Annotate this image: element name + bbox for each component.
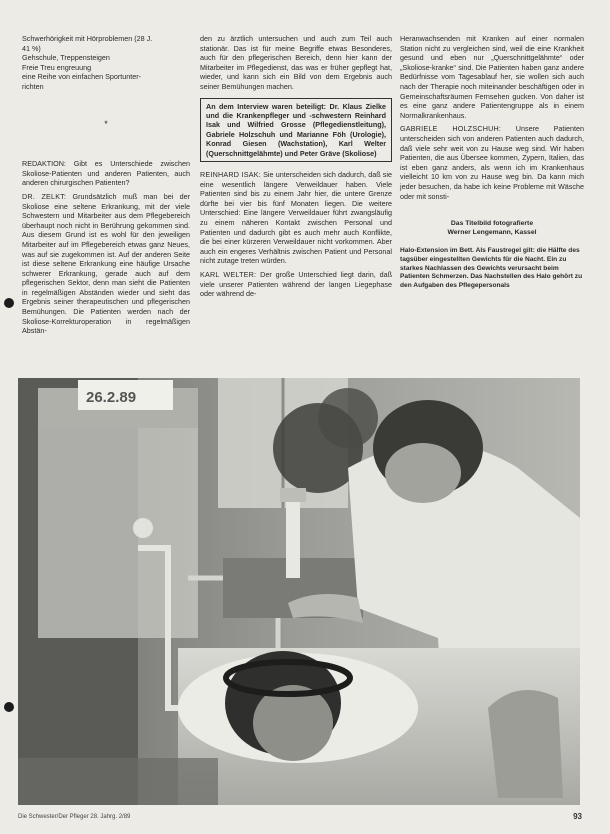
paragraph: Heranwachsenden mit Kranken auf einer normalen Station nicht zu vergleichen sind, weil die eine Krankheit gesund und eben nur „Querschnittgelähmte“ oder „Skoliose-kranke“ sind. Die Patienten haben ganz andere Bedürfnisse vom Tagesablauf her, sie wollen sich auch nach der Therapie noch miteinander beschäftigen oder in Gemeinschaftsräumen Fernsehen gucken. Von daher ist es eine ganz andere Patientengruppe als in einem Normalkrankenhaus. xyxy=(400,34,584,120)
welter-answer xyxy=(200,270,392,299)
credit-line: Das Titelbild fotografierte xyxy=(450,220,534,228)
page-number: 93 xyxy=(573,812,582,821)
text-column-1 xyxy=(22,34,190,340)
answer-text: Unsere Patienten unterscheiden sich von anderen Patienten auch dadurch, daß viele sehr weit von zu Hause weg sind. Wir haben Patienten, die aus Übersee kommen, Zypern, Italien, das ist eben ganz anders, als wenn ich im Krankenhaus vielleicht 10 km von zu Hause weg bin. Da kann mich jeder besuchen, da habe ich keine Probleme mit Wäsche oder mit sonsti- xyxy=(400,124,584,201)
intro-line: Schwerhörigkeit mit Hörproblemen (28 J. xyxy=(22,34,153,43)
photo-illustration xyxy=(18,378,580,805)
section-separator: * xyxy=(104,118,108,129)
isak-answer xyxy=(200,170,392,266)
speaker-name: KARL WELTER: xyxy=(200,269,257,279)
intro-line: Freie Treu engreuung xyxy=(22,62,92,72)
intro-line: Gehschule, Treppensteigen xyxy=(22,53,110,63)
photo-caption: Halo-Extension im Bett. Als Faustregel gilt: die Hälfte des tagsüber eingestellten Gewichts für die Nacht. Ein zu starkes Nachlassen des Gewichts verursacht beim Patienten Schmerzen. Das Nachstellen des Halo gehört zu den Aufgaben des Pflegepersonals xyxy=(400,247,583,290)
paragraph: den zu ärztlich untersuchen und auch zum Teil auch stationär. Das ist für meine Begriffe etwas Besonderes, auch für den pflegerischen Bereich, denn hier kann der Mitarbeiter im Pflegedienst, das was er früher gepflegt hat, wieder, und kann sich ein Bild von dem Ergebnis auch seiner Bemühungen machen. xyxy=(200,34,392,91)
intro-list xyxy=(22,34,190,92)
punch-hole xyxy=(4,298,14,308)
halo-extension-photo xyxy=(18,378,580,805)
text-column-2 xyxy=(200,34,392,303)
speaker-name: REINHARD ISAK: xyxy=(200,170,261,179)
intro-line: 41 %) xyxy=(22,43,41,53)
redaktion-question: REDAKTION: Gibt es Unterschiede zwischen Skoliose-Patienten und anderen Patienten, auch anderen chirurgischen Patienten? xyxy=(22,159,190,188)
footer-issue: Die Schwester/Der Pfleger 28. Jahrg. 2/89 xyxy=(18,814,131,820)
holzschuh-answer xyxy=(400,124,584,201)
zelkt-answer xyxy=(22,192,190,336)
answer-text: Sie unterscheiden sich dadurch, daß sie eine wesentlich längere Verweildauer haben. Viele Patienten sind bis zu einem Jahr hier, die untere Grenze dürfte bei vier bis fünf Monaten liegen. Die weitere Unterschied: Eine längere Verweildauer führt zwangsläufig zu einem näheren Kontakt zwischen Personal und Patienten und dadurch gibt es auch mehr auch Konflikte, die bei einer kürzeren Verweildauer nicht vorkommen. Aber auch ein engeres Verhältnis zwischen Patient und Personal nicht zutage treten würden. xyxy=(200,170,392,266)
intro-line: eine Reihe von einfachen Sportunter- xyxy=(22,72,142,82)
answer-text: Grundsätzlich muß man bei der Skoliose eine seltene Erkrankung, mit der viele Schwestern und Mitarbeiter aus dem Pflegebereich überhaupt noch nicht in Berührung gekommen sind. Aus diesem Grund ist es wohl für den jeweiligen Mitarbeiter auf im Pflegebereich etwas ganz Neues, was auf sie zugekommen ist. Auf der anderen Seite ist diese seltene Erkrankung eine häufige Ursache schwerer Erkrankung, gerade auch auf dem pflegerischen Sektor, denn man sieht die Patienten in regelmäßigen Abständen wieder und sieht das Ergebnis seiner therapeutischen und pflegerischen Bemühungen. Die Patienten werden nach der Skoliose-Korrekturoperation in regelmäßigen Abstän- xyxy=(22,191,190,336)
interview-participants-box: An dem Interview waren beteiligt: Dr. Klaus Zielke und die Krankenpfleger und -schwestern Reinhard Isak und Wilfried Grosse (Pflegedienstleitung), Gabriele Holzschuh und Marianne Föh (Urologie), Konrad Giesen (Wachstation), Karl Welter (Querschnittgelähmte) und Peter Gräve (Skoliose) xyxy=(200,98,392,162)
calendar-text: 26.2.89 xyxy=(86,389,137,406)
photo-credit xyxy=(400,219,584,237)
credit-line: Werner Lengemann, Kassel xyxy=(447,229,537,237)
text-column-3 xyxy=(400,34,584,291)
punch-hole xyxy=(4,702,14,712)
speaker-name: DR. ZELKT: xyxy=(22,191,67,201)
intro-line: richten xyxy=(22,81,44,91)
answer-text: Der große Unterschied liegt darin, daß viele unserer Patienten während der langen Liegephase oder während de- xyxy=(200,269,393,299)
speaker-name: GABRIELE HOLZSCHUH: xyxy=(400,124,502,134)
